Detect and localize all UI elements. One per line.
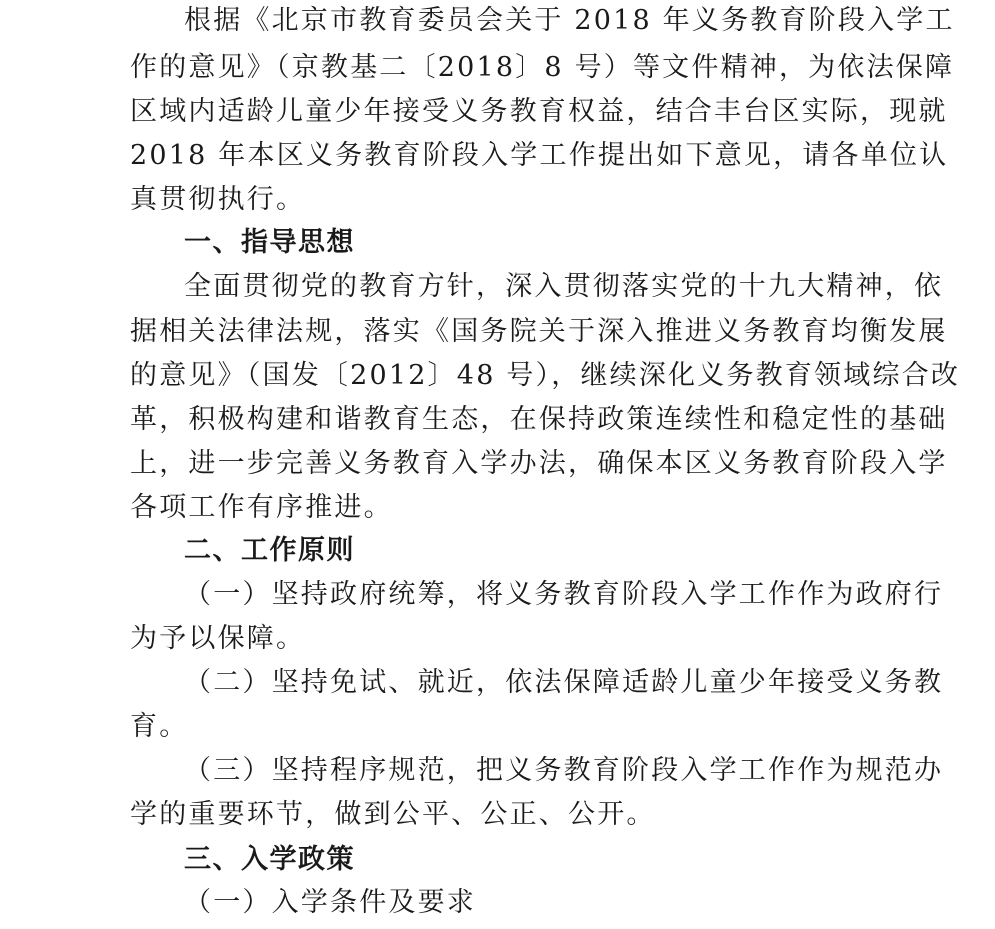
intro-line-4: 2018 年本区义务教育阶段入学工作提出如下意见，请各单位认	[130, 140, 949, 171]
section1-line-6: 各项工作有序推进。	[130, 492, 393, 523]
section1-line-3: 的意见》（国发〔2012〕48 号），继续深化义务教育领域综合改	[130, 360, 961, 391]
section3-sub-heading-1: （一）入学条件及要求	[184, 887, 476, 918]
section-heading-guiding-thought: 一、指导思想	[184, 227, 355, 258]
intro-line-3: 区域内适龄儿童少年接受义务教育权益，结合丰台区实际，现就	[130, 96, 948, 127]
principle-3-line-2: 学的重要环节，做到公平、公正、公开。	[130, 799, 656, 830]
intro-line-5: 真贯彻执行。	[130, 184, 306, 215]
principle-2-line-1: （二）坚持免试、就近，依法保障适龄儿童少年接受义务教	[184, 667, 944, 698]
section1-line-5: 上，进一步完善义务教育入学办法，确保本区义务教育阶段入学	[130, 448, 948, 479]
principle-1-line-1: （一）坚持政府统筹，将义务教育阶段入学工作作为政府行	[184, 579, 944, 610]
section1-line-1: 全面贯彻党的教育方针，深入贯彻落实党的十九大精神，依	[184, 271, 944, 302]
section-heading-work-principles: 二、工作原则	[184, 535, 355, 566]
section1-line-4: 革，积极构建和谐教育生态，在保持政策连续性和稳定性的基础	[130, 404, 948, 435]
principle-3-line-1: （三）坚持程序规范，把义务教育阶段入学工作作为规范办	[184, 755, 944, 786]
section1-line-2: 据相关法律法规，落实《国务院关于深入推进义务教育均衡发展	[130, 316, 948, 347]
principle-1-line-2: 为予以保障。	[130, 623, 306, 654]
section-heading-enrollment-policy: 三、入学政策	[184, 844, 355, 875]
intro-line-1: 根据《北京市教育委员会关于 2018 年义务教育阶段入学工	[184, 5, 955, 36]
intro-line-2: 作的意见》（京教基二〔2018〕8 号）等文件精神，为依法保障	[130, 52, 955, 83]
principle-2-line-2: 育。	[130, 711, 189, 742]
